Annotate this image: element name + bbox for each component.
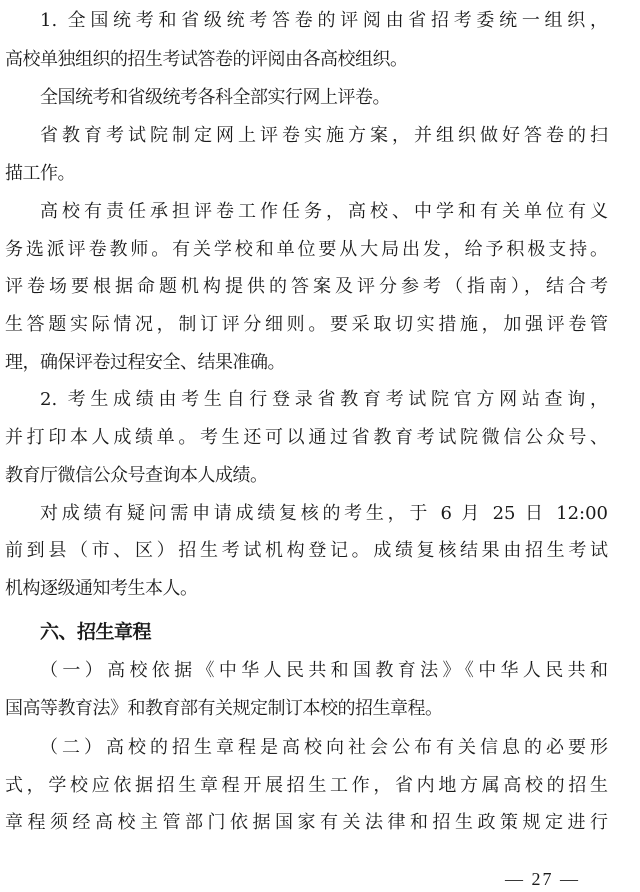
text-line: 描工作。 xyxy=(5,163,75,184)
text-line: 并打印本人成绩单。考生还可以通过省教育考试院微信公众号、 xyxy=(5,427,608,448)
text-line: 省教育考试院制定网上评卷实施方案，并组织做好答卷的扫 xyxy=(40,125,608,146)
text-line: 生答题实际情况，制订评分细则。要采取切实措施，加强评卷管 xyxy=(5,314,608,335)
text-line: 务选派评卷教师。有关学校和单位要从大局出发，给予积极支持。 xyxy=(5,239,608,260)
text-line: 章程须经高校主管部门依据国家有关法律和招生政策规定进行 xyxy=(5,812,608,833)
text-line: （二）高校的招生章程是高校向社会公布有关信息的必要形 xyxy=(40,737,608,758)
text-line: 高校有责任承担评卷工作任务，高校、中学和有关单位有义 xyxy=(40,201,608,222)
text-line: 教育厅微信公众号查询本人成绩。 xyxy=(5,465,268,486)
page-number: — 27 — xyxy=(505,869,580,889)
section-heading: 六、招生章程 xyxy=(40,621,152,643)
text-line: 评卷场要根据命题机构提供的答案及评分参考（指南），结合考 xyxy=(5,276,608,297)
text-line: 1. 全国统考和省级统考答卷的评阅由省招考委统一组织， xyxy=(40,10,608,31)
text-line: 高校单独组织的招生考试答卷的评阅由各高校组织。 xyxy=(5,49,408,70)
text-line: 国高等教育法》和教育部有关规定制订本校的招生章程。 xyxy=(5,698,443,719)
text-line: （一）高校依据《中华人民共和国教育法》《中华人民共和 xyxy=(40,660,608,681)
text-line: 全国统考和省级统考各科全部实行网上评卷。 xyxy=(40,87,390,108)
text-line: 式，学校应依据招生章程开展招生工作，省内地方属高校的招生 xyxy=(5,775,608,796)
text-line: 理，确保评卷过程安全、结果准确。 xyxy=(5,352,285,373)
text-line: 机构逐级通知考生本人。 xyxy=(5,578,198,599)
text-line: 前到县（市、区）招生考试机构登记。成绩复核结果由招生考试 xyxy=(5,540,608,561)
text-line: 对成绩有疑问需申请成绩复核的考生，于 6 月 25 日 12:00 xyxy=(40,503,608,524)
text-line: 2. 考生成绩由考生自行登录省教育考试院官方网站查询， xyxy=(40,389,608,410)
